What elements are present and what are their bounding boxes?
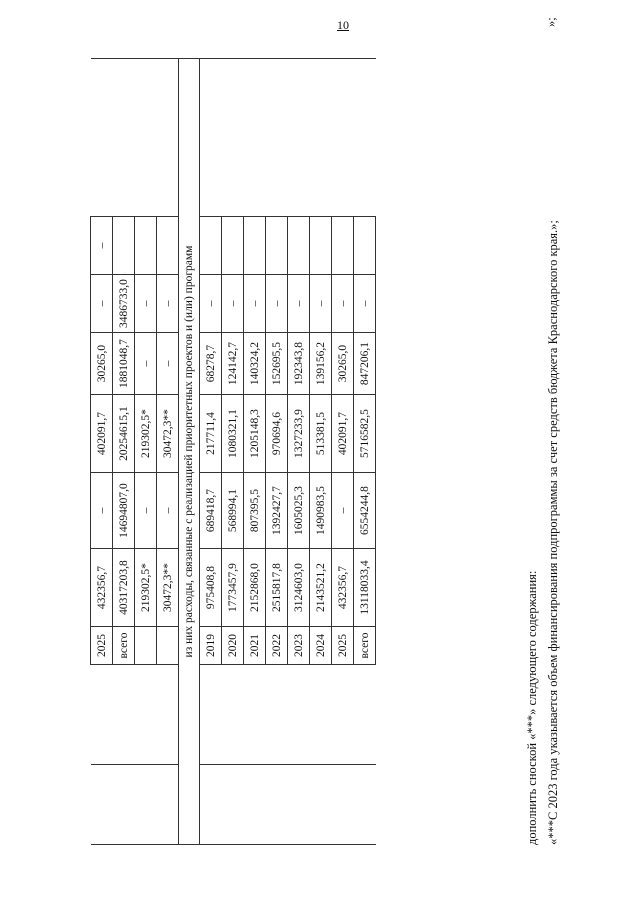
value-cell: – — [288, 275, 310, 333]
value-cell: 1327233,9 — [288, 395, 310, 473]
value-cell — [113, 217, 135, 275]
blank-cell — [91, 665, 113, 765]
value-cell: – — [310, 275, 332, 333]
blank-cell — [354, 665, 376, 765]
value-cell — [266, 217, 288, 275]
value-cell: – — [354, 275, 376, 333]
value-cell: 1773457,9 — [222, 549, 244, 627]
value-cell: 192343,8 — [288, 333, 310, 395]
year-cell: всего — [354, 627, 376, 665]
value-cell: 30472,3** — [157, 549, 179, 627]
blank-cell — [332, 59, 354, 217]
value-cell: 432356,7 — [332, 549, 354, 627]
blank-cell — [157, 665, 179, 765]
table-row — [135, 59, 157, 845]
table-row — [266, 59, 288, 845]
year-cell: 2025 — [332, 627, 354, 665]
value-cell: – — [157, 333, 179, 395]
blank-cell — [135, 665, 157, 765]
blank-cell — [332, 765, 354, 845]
blank-cell — [222, 59, 244, 217]
year-cell: 2025 — [91, 627, 113, 665]
blank-cell — [113, 765, 135, 845]
table-row — [91, 59, 113, 845]
value-cell: 1205148,3 — [244, 395, 266, 473]
year-cell: 2022 — [266, 627, 288, 665]
value-cell: 847206,1 — [354, 333, 376, 395]
blank-cell — [244, 765, 266, 845]
year-cell: 2024 — [310, 627, 332, 665]
blank-cell — [91, 59, 113, 217]
value-cell — [288, 217, 310, 275]
footnote-text: «***С 2023 года указывается объем финансирования подпрограммы за счет средств бюджета Краснодарского края.»; — [546, 220, 560, 845]
value-cell: 124142,7 — [222, 333, 244, 395]
value-cell: 2152868,0 — [244, 549, 266, 627]
blank-cell — [135, 59, 157, 217]
value-cell — [332, 217, 354, 275]
blank-cell — [354, 59, 376, 217]
value-cell: – — [332, 275, 354, 333]
blank-cell — [222, 665, 244, 765]
value-cell — [244, 217, 266, 275]
value-cell: 689418,7 — [200, 473, 222, 549]
blank-cell — [91, 765, 113, 845]
blank-cell — [288, 765, 310, 845]
table-row — [288, 59, 310, 845]
value-cell: 30265,0 — [91, 333, 113, 395]
value-cell: 568994,1 — [222, 473, 244, 549]
value-cell: – — [244, 275, 266, 333]
blank-cell — [200, 59, 222, 217]
value-cell: 30265,0 — [332, 333, 354, 395]
value-cell: – — [91, 275, 113, 333]
value-cell: 13118033,4 — [354, 549, 376, 627]
blank-cell — [288, 665, 310, 765]
blank-cell — [157, 765, 179, 845]
value-cell: 1881048,7 — [113, 333, 135, 395]
blank-cell — [266, 59, 288, 217]
value-cell: 975408,8 — [200, 549, 222, 627]
year-cell: 2020 — [222, 627, 244, 665]
value-cell: 1080321,1 — [222, 395, 244, 473]
blank-cell — [266, 765, 288, 845]
value-cell: 68278,7 — [200, 333, 222, 395]
value-cell: – — [91, 473, 113, 549]
closing-quote: »; — [544, 17, 558, 27]
year-cell: 2021 — [244, 627, 266, 665]
value-cell: 217711,4 — [200, 395, 222, 473]
blank-cell — [222, 765, 244, 845]
value-cell: 432356,7 — [91, 549, 113, 627]
section-heading-row — [179, 59, 200, 845]
value-cell: 139156,2 — [310, 333, 332, 395]
blank-cell — [310, 59, 332, 217]
value-cell — [222, 217, 244, 275]
blank-cell — [332, 665, 354, 765]
value-cell: 3486733,0 — [113, 275, 135, 333]
value-cell: 402091,7 — [91, 395, 113, 473]
value-cell: – — [135, 473, 157, 549]
funding-table — [90, 58, 376, 845]
section-heading: из них расходы, связанные с реализацией приоритетных проектов и (или) программ — [179, 59, 200, 845]
table-row — [354, 59, 376, 845]
blank-cell — [244, 59, 266, 217]
value-cell: – — [157, 473, 179, 549]
blank-cell — [200, 765, 222, 845]
value-cell: 807395,5 — [244, 473, 266, 549]
table-row — [244, 59, 266, 845]
year-cell: 2019 — [200, 627, 222, 665]
footnote-instruction: дополнить сноской «***» следующего содержания: — [525, 570, 539, 845]
table-row — [157, 59, 179, 845]
blank-cell — [244, 665, 266, 765]
value-cell: – — [135, 275, 157, 333]
value-cell: – — [332, 473, 354, 549]
value-cell: 3124603,0 — [288, 549, 310, 627]
blank-cell — [310, 665, 332, 765]
value-cell: 219302,5* — [135, 549, 157, 627]
value-cell — [310, 217, 332, 275]
value-cell: 2143521,2 — [310, 549, 332, 627]
blank-cell — [113, 665, 135, 765]
value-cell — [200, 217, 222, 275]
year-cell — [135, 627, 157, 665]
value-cell: 20254615,1 — [113, 395, 135, 473]
blank-cell — [113, 59, 135, 217]
table-row — [113, 59, 135, 845]
value-cell: 1392427,7 — [266, 473, 288, 549]
value-cell: – — [222, 275, 244, 333]
value-cell: – — [91, 217, 113, 275]
blank-cell — [200, 665, 222, 765]
value-cell: – — [135, 333, 157, 395]
value-cell: 40317203,8 — [113, 549, 135, 627]
table-row — [310, 59, 332, 845]
table-row — [222, 59, 244, 845]
value-cell: 402091,7 — [332, 395, 354, 473]
value-cell: 1490983,5 — [310, 473, 332, 549]
blank-cell — [135, 765, 157, 845]
value-cell: 219302,5* — [135, 395, 157, 473]
blank-cell — [157, 59, 179, 217]
blank-cell — [288, 59, 310, 217]
value-cell: – — [200, 275, 222, 333]
value-cell: 152695,5 — [266, 333, 288, 395]
value-cell: 2515817,8 — [266, 549, 288, 627]
year-cell — [157, 627, 179, 665]
value-cell: 513381,5 — [310, 395, 332, 473]
value-cell — [354, 217, 376, 275]
value-cell: 30472,3** — [157, 395, 179, 473]
value-cell: 140324,2 — [244, 333, 266, 395]
value-cell: 1605025,3 — [288, 473, 310, 549]
value-cell: 14694807,0 — [113, 473, 135, 549]
blank-cell — [310, 765, 332, 845]
year-cell: 2023 — [288, 627, 310, 665]
value-cell — [135, 217, 157, 275]
blank-cell — [266, 665, 288, 765]
value-cell: 6554244,8 — [354, 473, 376, 549]
value-cell: – — [266, 275, 288, 333]
page-number: 10 — [337, 18, 349, 32]
year-cell: всего — [113, 627, 135, 665]
value-cell: 5716582,5 — [354, 395, 376, 473]
blank-cell — [354, 765, 376, 845]
value-cell: – — [157, 275, 179, 333]
table-row — [200, 59, 222, 845]
value-cell: 970694,6 — [266, 395, 288, 473]
value-cell — [157, 217, 179, 275]
table-row — [332, 59, 354, 845]
